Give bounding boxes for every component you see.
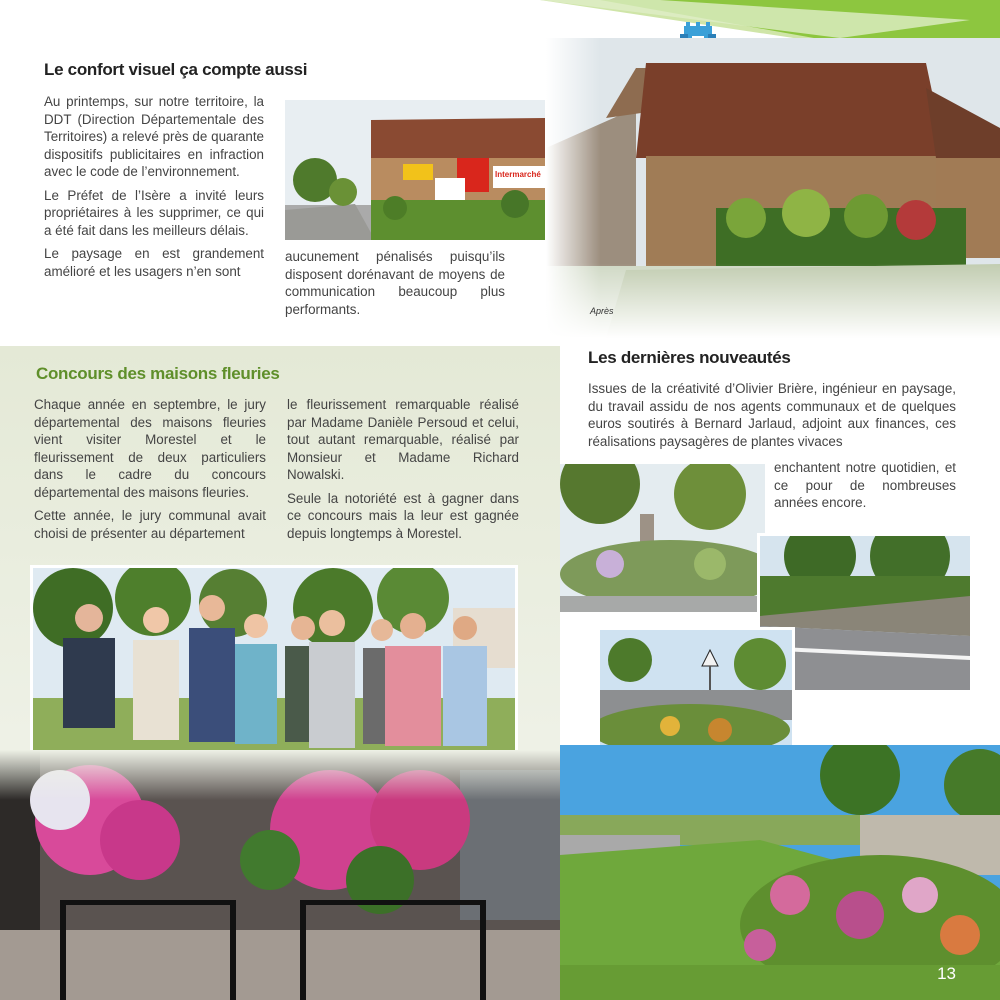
confort-continuation: aucunement pénalisés puisqu’ils disposent dorénavant de moyens de communication beaucoup plus performants. [285, 249, 505, 317]
confort-paragraph-2: Le Préfet de l’Isère a invité leurs propriétaires à les supprimer, ce qui a été fait dans les meilleurs délais. [44, 187, 264, 238]
flower-planters-photo [0, 750, 560, 1000]
concours-paragraph-4: Seule la notoriété est à gagner dans ce concours mais la leur est gagnée depuis longtemps à Morestel. [287, 490, 519, 541]
garden-bed-photo [560, 745, 1000, 1000]
roundabout-photo-2 [597, 627, 795, 759]
confort-paragraph-1: Au printemps, sur notre territoire, la DDT (Direction Départementale des Territoires) a relevé près de quarante dispositifs publicitaires en infraction avec le code de l’environnement. [44, 94, 264, 179]
concours-paragraph-3: le fleurissement remarquable réalisé par Madame Danièle Persoud et celui, tout autant remarquable, réalisé par Monsieur et Madame Richard Nowalski. [287, 397, 519, 482]
jury-group-photo [30, 565, 518, 755]
caption-after: Après [590, 306, 614, 316]
nouveautes-title: Les dernières nouveautés [588, 348, 791, 367]
concours-paragraph-1: Chaque année en septembre, le jury départemental des maisons fleuries vient visiter Morestel et le fleurissement de deux particuliers dans le cadre du concours départemental des maisons fleuries. [34, 397, 266, 500]
photo-after [546, 38, 1000, 338]
concours-text-col2 [287, 396, 519, 548]
concours-title: Concours des maisons fleuries [36, 364, 280, 383]
confort-text-col2 [285, 248, 505, 324]
roundabout-photo-1 [560, 464, 765, 612]
confort-title: Le confort visuel ça compte aussi [44, 60, 308, 79]
concours-text-col1 [34, 396, 266, 548]
nouveautes-continuation: enchantent notre quotidien, et ce pour de nombreuses années encore. [774, 460, 956, 510]
photo-before [285, 100, 545, 240]
concours-paragraph-2: Cette année, le jury communal avait choisi de présenter au département [34, 508, 266, 541]
confort-text-col1 [44, 93, 264, 286]
confort-paragraph-3: Le paysage en est grandement amélioré et les usagers n’en sont [44, 246, 264, 279]
nouveautes-intro: Issues de la créativité d’Olivier Brière, ingénieur en paysage, du travail assidu de nos agents communaux et de quelques euros soutirés à Bernard Jarlaud, adjoint aux finances, ces réalisations paysagères de plantes vivaces [588, 381, 956, 449]
intermarche-sign: Intermarché [495, 170, 541, 179]
page-number: 13 [937, 964, 956, 983]
